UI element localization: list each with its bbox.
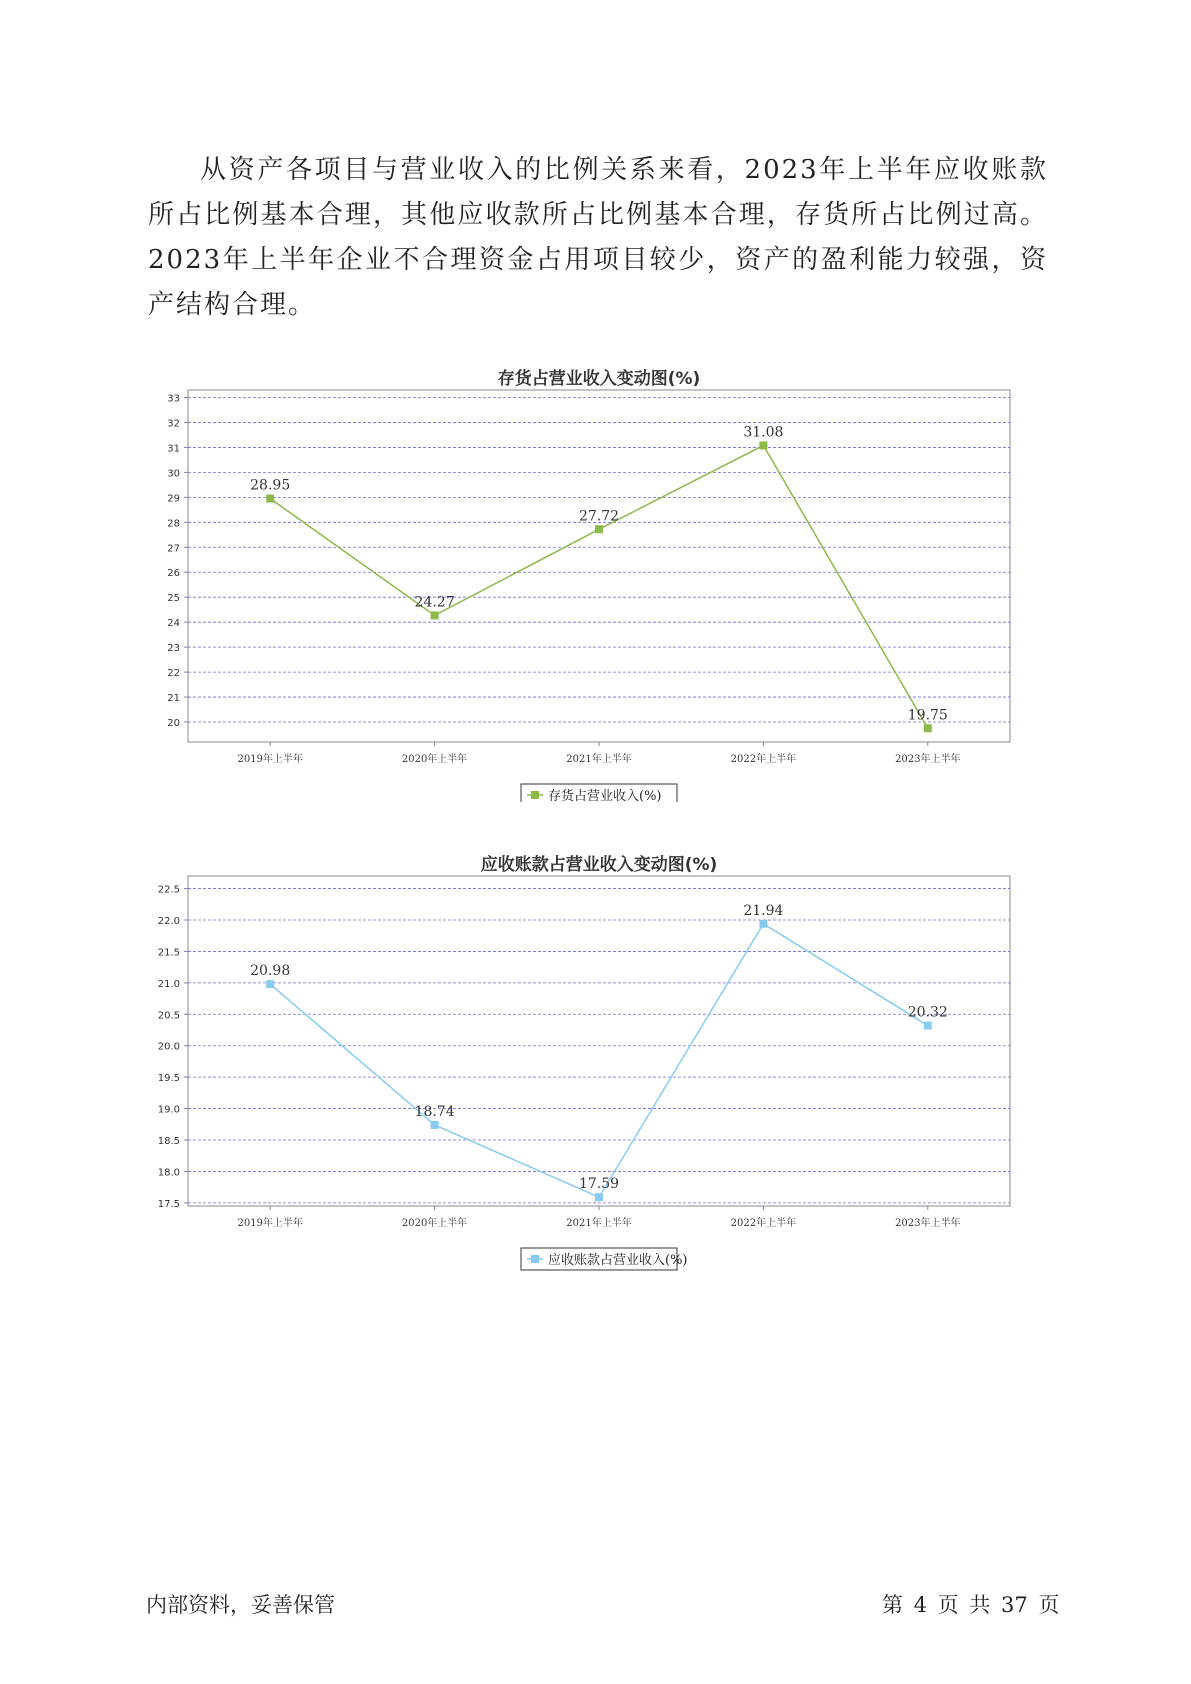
data-point xyxy=(595,1193,603,1201)
y-tick-label: 20.5 xyxy=(157,1010,180,1022)
data-label: 21.94 xyxy=(743,902,784,919)
x-tick-label: 2020年上半年 xyxy=(401,754,468,765)
x-tick-label: 2019年上半年 xyxy=(237,1218,303,1229)
y-tick-label: 24 xyxy=(167,618,180,630)
legend-marker xyxy=(531,1255,539,1263)
data-point xyxy=(266,980,274,988)
y-tick-label: 29 xyxy=(167,493,180,505)
x-tick-label: 2022年上半年 xyxy=(730,1218,797,1229)
inventory-ratio-chart-svg xyxy=(150,352,1040,802)
y-tick-label: 20 xyxy=(167,718,180,730)
legend-label: 应收账款占营业收入(%) xyxy=(548,1253,688,1268)
chart-title: 存货占营业收入变动图(%) xyxy=(497,369,701,389)
y-tick-label: 25 xyxy=(167,593,180,605)
data-label: 31.08 xyxy=(743,424,784,441)
x-tick-label: 2021年上半年 xyxy=(566,754,632,765)
x-tick-label: 2021年上半年 xyxy=(566,1218,632,1229)
x-tick-label: 2019年上半年 xyxy=(237,754,303,765)
inventory-ratio-chart xyxy=(150,352,1040,802)
y-tick-label: 22.5 xyxy=(157,884,180,896)
data-point xyxy=(431,1121,439,1129)
x-tick-label: 2022年上半年 xyxy=(730,754,797,765)
body-paragraph: 从资产各项目与营业收入的比例关系来看，2023年上半年应收账款所占比例基本合理，其他应收款所占比例基本合理，存货所占比例过高。2023年上半年企业不合理资金占用项目较少，资产的盈利能力较强，资产结构合理。 xyxy=(148,155,1048,320)
data-label: 27.72 xyxy=(578,508,620,525)
plot-area xyxy=(188,390,1010,742)
data-label: 18.74 xyxy=(414,1103,455,1120)
data-point xyxy=(759,441,767,449)
y-tick-label: 28 xyxy=(167,518,180,530)
y-tick-label: 21.5 xyxy=(157,947,180,959)
plot-area xyxy=(188,876,1010,1206)
data-label: 20.98 xyxy=(250,963,291,980)
chart-title: 应收账款占营业收入变动图(%) xyxy=(480,855,718,875)
y-tick-label: 22 xyxy=(167,668,180,680)
x-tick-label: 2023年上半年 xyxy=(895,1218,961,1229)
data-label: 28.95 xyxy=(250,477,291,494)
y-tick-label: 22.0 xyxy=(157,916,180,927)
x-tick-label: 2020年上半年 xyxy=(401,1218,468,1229)
y-tick-label: 18.5 xyxy=(157,1136,180,1147)
y-tick-label: 21 xyxy=(167,693,180,705)
data-point xyxy=(924,1022,932,1030)
footer-confidential-note: 内部资料，妥善保管 xyxy=(146,1593,335,1617)
data-label: 17.59 xyxy=(578,1176,620,1193)
y-tick-label: 33 xyxy=(167,393,180,405)
y-tick-label: 30 xyxy=(167,468,180,480)
receivables-ratio-chart-svg xyxy=(150,848,1040,1308)
y-tick-label: 20.0 xyxy=(157,1041,180,1053)
y-tick-label: 18.0 xyxy=(157,1167,180,1179)
data-label: 24.27 xyxy=(414,594,455,611)
data-point xyxy=(595,525,603,533)
legend-marker xyxy=(531,791,539,799)
y-tick-label: 17.5 xyxy=(157,1198,180,1210)
y-tick-label: 23 xyxy=(167,643,180,655)
y-tick-label: 32 xyxy=(167,418,180,430)
x-tick-label: 2023年上半年 xyxy=(895,754,961,765)
y-tick-label: 19.0 xyxy=(157,1104,180,1116)
data-point xyxy=(266,495,274,503)
data-point xyxy=(924,724,932,732)
y-tick-label: 27 xyxy=(167,543,180,555)
data-point xyxy=(759,920,767,928)
y-tick-label: 26 xyxy=(167,568,180,580)
receivables-ratio-chart xyxy=(150,848,1040,1308)
y-tick-label: 21.0 xyxy=(157,978,180,990)
data-label: 19.75 xyxy=(907,707,948,724)
y-tick-label: 19.5 xyxy=(157,1073,180,1085)
footer-page-number: 第 4 页 共 37 页 xyxy=(882,1593,1060,1617)
data-point xyxy=(431,611,439,619)
data-label: 20.32 xyxy=(907,1004,948,1021)
legend-label: 存货占营业收入(%) xyxy=(548,789,662,802)
y-tick-label: 31 xyxy=(167,443,180,455)
